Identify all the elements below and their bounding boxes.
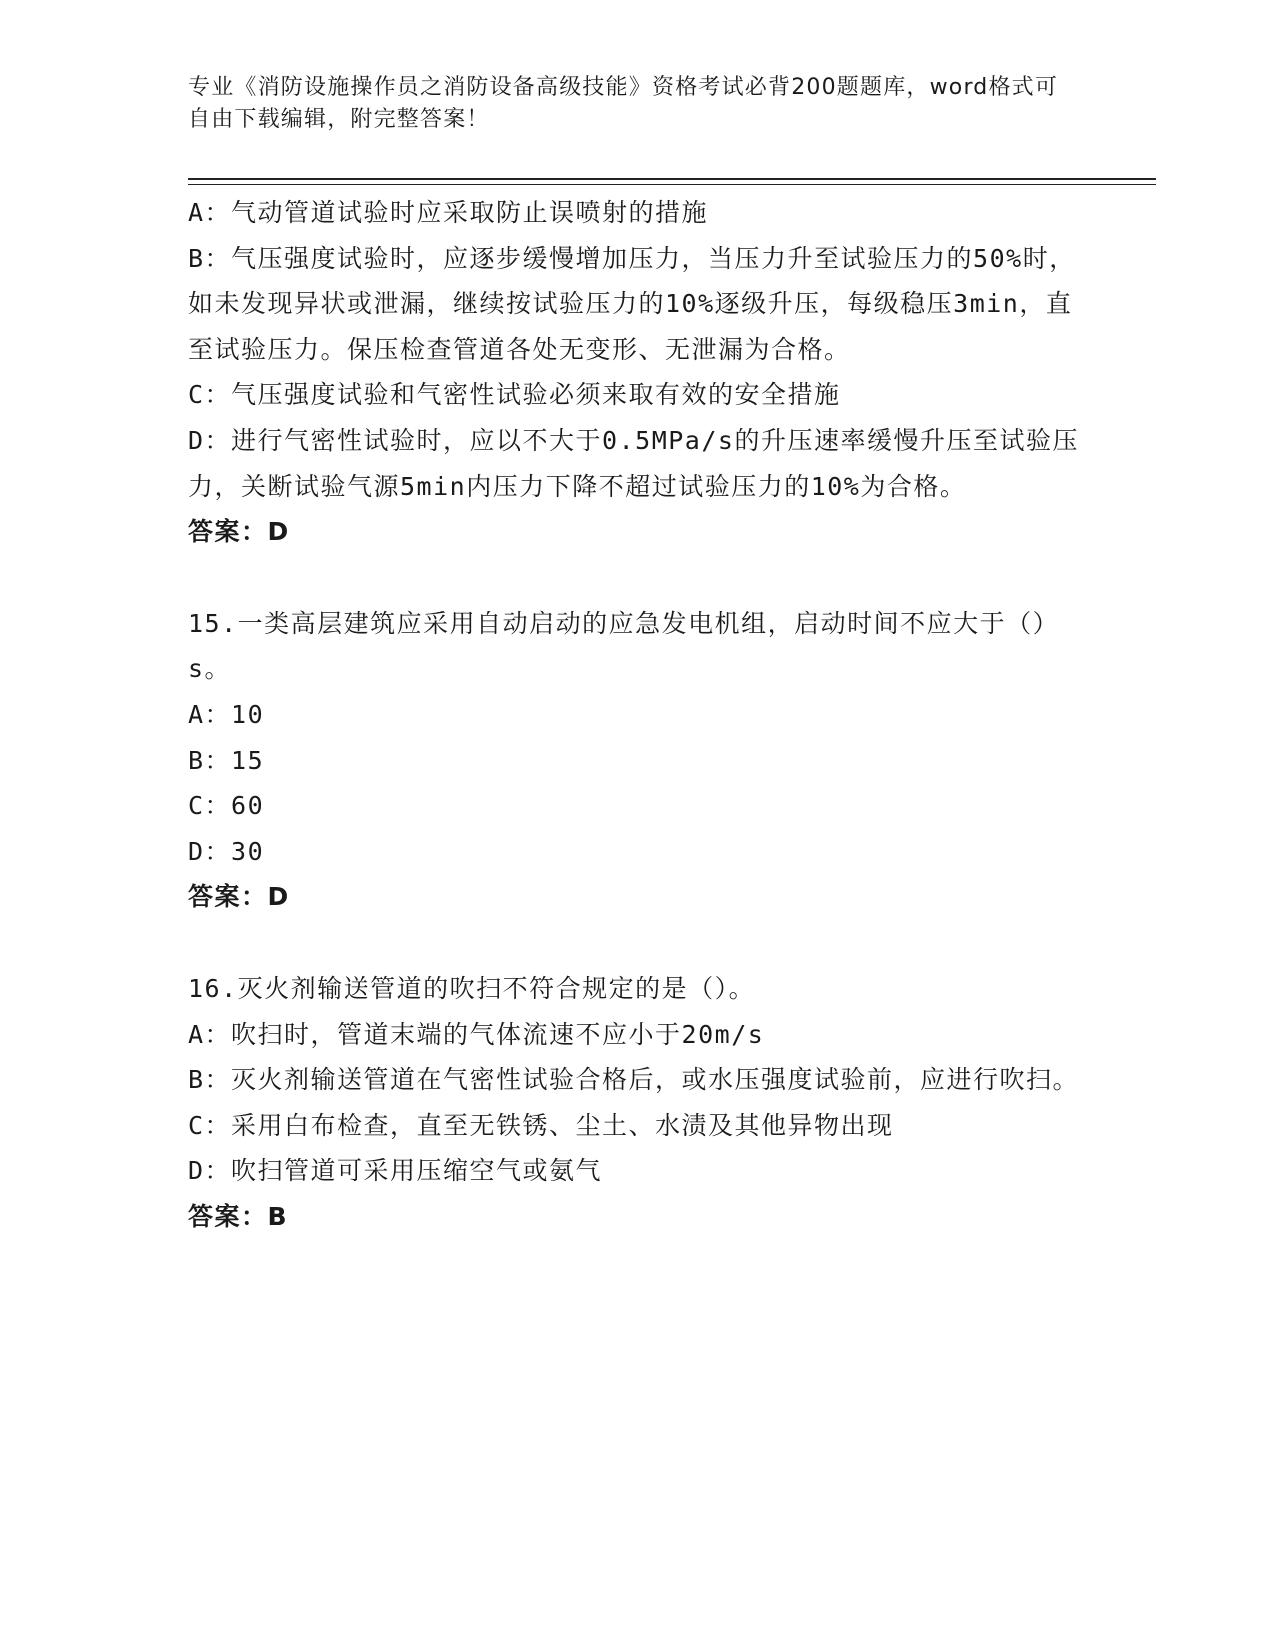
header-divider bbox=[188, 178, 1156, 185]
option-a: A：吹扫时，管道末端的气体流速不应小于20m/s bbox=[188, 1019, 765, 1049]
option-c: C：60 bbox=[188, 791, 265, 821]
spacer bbox=[188, 920, 1088, 966]
option-d: D：进行气密性试验时，应以不大于0.5MPa/s的升压速率缓慢升压至试验压力，关断试验气源5min内压力下降不超过试验压力的10%为合格。 bbox=[188, 425, 1079, 501]
prev-question-block bbox=[188, 190, 1088, 555]
option-b: B：15 bbox=[188, 745, 265, 775]
question-16-block bbox=[188, 966, 1088, 1240]
document-body bbox=[188, 190, 1088, 1239]
option-b: B：灭火剂输送管道在气密性试验合格后，或水压强度试验前，应进行吹扫。 bbox=[188, 1065, 1080, 1095]
question-15-block bbox=[188, 601, 1088, 920]
answer-label: 答案：D bbox=[188, 517, 290, 547]
answer-label: 答案：B bbox=[188, 1201, 289, 1231]
option-a: A：10 bbox=[188, 699, 265, 729]
option-c: C：采用白布检查，直至无铁锈、尘土、水渍及其他异物出现 bbox=[188, 1110, 894, 1140]
option-d: D：30 bbox=[188, 836, 265, 866]
question-text: 16.灭火剂输送管道的吹扫不符合规定的是（）。 bbox=[188, 973, 756, 1003]
answer-label: 答案：D bbox=[188, 882, 290, 912]
option-a: A：气动管道试验时应采取防止误喷射的措施 bbox=[188, 198, 709, 227]
spacer bbox=[188, 555, 1088, 601]
question-text: 15.一类高层建筑应采用自动启动的应急发电机组，启动时间不应大于（）s。 bbox=[188, 608, 1060, 684]
option-d: D：吹扫管道可采用压缩空气或氨气 bbox=[188, 1156, 603, 1186]
option-b: B：气压强度试验时，应逐步缓慢增加压力，当压力升至试验压力的50%时，如未发现异状或泄漏，继续按试验压力的10%逐级升压，每级稳压3min，直至试验压力。保压检查管道各处无变形、无泄漏为合格。 bbox=[188, 243, 1076, 364]
document-header: 专业《消防设施操作员之消防设备高级技能》资格考试必背200题题库，word格式可自由下载编辑，附完整答案！ bbox=[188, 75, 1059, 132]
option-c: C：气压强度试验和气密性试验必须来取有效的安全措施 bbox=[188, 380, 841, 410]
